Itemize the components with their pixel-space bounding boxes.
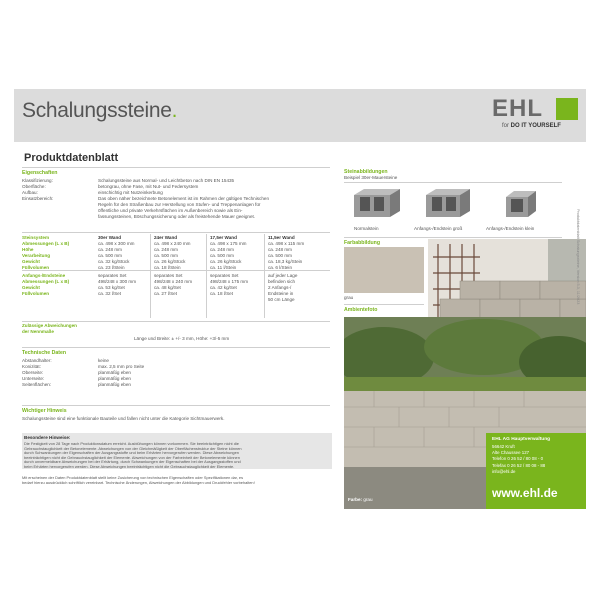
anfang-cell: 50 cm Länge xyxy=(268,297,295,302)
stein-cell: ca. 500 mm xyxy=(210,253,234,258)
divider xyxy=(22,270,330,271)
anfang-cell: 498/248 x 175 mm xyxy=(210,279,249,284)
logo-text: EHL xyxy=(492,95,543,122)
stein-label: Füllvolumen xyxy=(22,265,50,270)
anfangsstein-gross-block xyxy=(426,189,470,217)
stein-cell: ca. 11 l/Stein xyxy=(210,265,237,270)
stein-label: Gewicht xyxy=(22,259,40,264)
tech-value: planmäßig eben xyxy=(98,370,131,375)
besondere-line: beeinträchtigen nicht die Gebrauchstauglichkeit der Elemente. Abweichungen von der Farbeinheit der Betonelemente können xyxy=(24,454,240,460)
tech-value: max. 2,5 mm pro Seite xyxy=(98,364,145,369)
anfang-cell: 498/248 x 300 mm xyxy=(98,279,137,284)
anfang-cell: Endsteine in xyxy=(268,291,294,296)
stein-cell: ca. 248 mm xyxy=(210,247,234,252)
eig-value: betongrau, ohne Fase, mit Nut- und Federsystem xyxy=(98,184,199,189)
tech-label: Abstandhalter: xyxy=(22,358,52,363)
contact-line: Telefon 0 26 52 / 80 08 - 0 xyxy=(492,456,544,462)
slogan: for DO IT YOURSELF xyxy=(502,123,561,129)
stein-cell: ca. 498 x 300 mm xyxy=(98,241,135,246)
anfang-cell: auf jeder Lage xyxy=(268,273,298,278)
version-sidebar: Produktdatenblatt Schalungssteine, Version 5.3, 11/2023 xyxy=(576,209,580,305)
ambiente-heading: Ambientefoto xyxy=(344,307,378,313)
stein-cell: ca. 6 l/Stein xyxy=(268,265,293,270)
tech-label: Konizität: xyxy=(22,364,41,369)
footer-line: bedarf hierzu ausdrücklich schriftlich vereinbart. Technische Änderungen, Abweichungen der Abbildungen und Druckfehler vorbehalten! xyxy=(22,480,255,485)
stein-label: Höhe xyxy=(22,247,34,252)
stein-col-header: 30er Wand xyxy=(98,235,122,240)
stein-cell: ca. 500 mm xyxy=(268,253,292,258)
caption-anfangsstein-klein: Anfangs-/Endstein klein xyxy=(486,226,535,231)
tech-value: planmäßig eben xyxy=(98,382,131,387)
column-divider xyxy=(150,234,151,318)
stein-cell: ca. 26 kg/Stück xyxy=(210,259,242,264)
abweichungen-heading-2: der Nennmaße xyxy=(22,329,54,334)
anfang-label: Anfangs-/Endsteine xyxy=(22,273,66,278)
anfang-cell: ca. 53 kg/Set xyxy=(98,285,125,290)
anfang-cell: separates Set xyxy=(154,273,183,278)
eig-label: Einsatzbereich: xyxy=(22,196,54,201)
stein-cell: ca. 26 kg/Stück xyxy=(154,259,186,264)
besondere-line: durch unvermeidbare Abweichungen bei der Erhärtung, durch Schwankungen der Eigenschaften bei der Ausgangsstoffen und xyxy=(24,459,241,465)
anfang-cell: 2 Anfangs-/ xyxy=(268,285,292,290)
doc-title: Produktdatenblatt xyxy=(24,152,119,164)
besondere-line: durch Schwankungen der Eigenschaften der Ausgangsstoffe und beim Erhärten hervorgerufen werden. Diese Abweichungen xyxy=(24,450,239,456)
divider xyxy=(22,232,330,233)
anfang-label: Gewicht xyxy=(22,285,40,290)
ambiente-caption: Farbe: grau xyxy=(348,497,373,502)
stein-cell: ca. 248 mm xyxy=(268,247,292,252)
farbabbildung-heading: Farbabbildung xyxy=(344,240,381,246)
stein-col-header: 11,5er Wand xyxy=(268,235,295,240)
anfang-cell: 498/248 x 240 mm xyxy=(154,279,193,284)
stein-cell: ca. 23 l/Stein xyxy=(98,265,125,270)
contact-line: 56642 Kruft xyxy=(492,444,515,449)
website-link[interactable]: www.ehl.de xyxy=(492,486,558,500)
column-divider xyxy=(206,234,207,318)
divider xyxy=(22,321,330,322)
contact-line: Telefax 0 26 52 / 80 08 - 88 xyxy=(492,462,546,468)
steinabbildungen-heading: Steinabbildungen xyxy=(344,169,388,175)
divider xyxy=(22,405,330,406)
divider xyxy=(22,347,330,348)
caption-anfangsstein-gross: Anfangs-/Endstein groß xyxy=(414,226,463,231)
farbabbildung-caption: grau xyxy=(344,295,354,300)
anfang-cell: ca. 48 kg/Set xyxy=(154,285,181,290)
stein-cell: ca. 248 mm xyxy=(98,247,122,252)
column-divider xyxy=(264,234,265,318)
stein-label: Verarbeitung xyxy=(22,253,51,258)
anfang-cell: ca. 27 l/Set xyxy=(154,291,177,296)
eig-label: Klassifizierung: xyxy=(22,178,53,183)
datasheet-page xyxy=(14,89,586,509)
contact-line: info@ehl.de xyxy=(492,468,516,474)
tech-label: Oberseite: xyxy=(22,370,44,375)
besondere-line: Gebrauchstauglichkeit der Betonelemente. Abweichungen von der Gleichmäßigkeit der Oberflächenstruktur der Steine können xyxy=(24,445,242,451)
technik-heading: Technische Daten xyxy=(22,350,67,356)
stein-col-header: 17,5er Wand xyxy=(210,235,237,240)
normalstein-block xyxy=(354,189,400,217)
eig-value: fassungssteinen, Böschungssicherung oder als freistehende Mauer geeignet. xyxy=(98,214,256,219)
eig-value: Regeln für den Straßenbau zur Herstellung von Stufen- und Treppenanlagen für xyxy=(98,202,261,207)
abweichungen-value: Länge und Breite: ± +/- 3 mm, Höhe: +3/-5 mm xyxy=(134,336,230,341)
anfang-cell: ca. 18 l/Set xyxy=(210,291,233,296)
besondere-heading: Besondere Hinweise: xyxy=(24,435,71,440)
stein-cell: ca. 498 x 240 mm xyxy=(154,241,191,246)
color-swatch-grau xyxy=(344,247,424,293)
anfang-label: Abmessungen (L x B) xyxy=(22,279,70,284)
stein-cell: ca. 18 l/Stein xyxy=(154,265,181,270)
caption-normalstein: Normalstein xyxy=(354,226,379,231)
page-title: Schalungssteine. xyxy=(22,99,178,122)
tech-value: keine xyxy=(98,358,109,363)
tech-value: planmäßig eben xyxy=(98,376,131,381)
anfang-cell: ca. 32 l/Set xyxy=(98,291,121,296)
stein-cell: ca. 500 mm xyxy=(154,253,178,258)
stein-cell: ca. 248 mm xyxy=(154,247,178,252)
stein-cell: ca. 18,3 kg/Stein xyxy=(268,259,303,264)
contact-line: Alte Chaussee 127 xyxy=(492,450,530,456)
tech-label: Seitenflächen: xyxy=(22,382,52,387)
eigenschaften-heading: Eigenschaften xyxy=(22,170,58,176)
anfang-cell: separates Set xyxy=(210,273,239,278)
footer-line: Mit erscheinen der Daten Produktdatenblatt stellt keine Zusicherung von technischen Eigenschaften oder Spezifikationen dar, es xyxy=(22,475,244,480)
divider xyxy=(344,304,424,305)
stein-cell: ca. 498 x 175 mm xyxy=(210,241,247,246)
anfang-cell: ca. 42 kg/Set xyxy=(210,285,237,290)
logo-green-square xyxy=(556,98,578,120)
eig-label: Aufbau: xyxy=(22,190,38,195)
besondere-line: Die Festigkeit von 28 Tage nach Produktionsdatum erreicht. Ausblühungen können vorkommen. Sie beeinträchtigen nicht die xyxy=(24,441,239,446)
stein-label: Steinsystem xyxy=(22,235,50,240)
block-illustrations xyxy=(346,185,562,225)
tech-label: Unterseite: xyxy=(22,376,45,381)
anfang-cell: befinden sich xyxy=(268,279,296,284)
besondere-line: beim Erhärten hervorgerufen werden. Diese Abweichungen beeinträchtigen nicht die Gebrauchstauglichkeit der Elemente. xyxy=(24,464,235,469)
stein-cell: ca. 32 kg/Stück xyxy=(98,259,130,264)
divider xyxy=(344,237,562,238)
contact-name: EHL AG Hauptverwaltung xyxy=(492,437,551,442)
anfangsstein-klein-block xyxy=(506,191,536,217)
eig-value: einschichtig mit Nutzeinkerbung xyxy=(98,190,163,195)
divider xyxy=(22,167,330,168)
steinabbildungen-sub: Beispiel 30er-Mauersteine xyxy=(344,175,398,180)
wall-photo-top xyxy=(428,239,586,319)
eig-value: Das oben näher bezeichnete Betonelement ist im Rahmen der gültigen Technischen xyxy=(98,196,270,201)
anfang-cell: separates Set xyxy=(98,273,127,278)
anfang-label: Füllvolumen xyxy=(22,291,50,296)
stein-label: Abmessungen (L x B) xyxy=(22,241,70,246)
header-band xyxy=(14,89,586,142)
hinweis-text: Schalungssteine sind eine funktionale Bauteile und fallen nicht unter die Kategorie Sichtmauerwerk. xyxy=(22,416,225,421)
hinweis-heading: Wichtiger Hinweis xyxy=(22,408,67,414)
abweichungen-heading: Zulässige Abweichungen xyxy=(22,323,77,328)
stein-cell: ca. 498 x 115 mm xyxy=(268,241,305,246)
eig-value: Schalungssteine aus Normal- und Leichtbeton nach DIN EN 15435 xyxy=(98,178,235,183)
stein-cell: ca. 500 mm xyxy=(98,253,122,258)
divider xyxy=(344,182,562,183)
eig-label: Oberfläche: xyxy=(22,184,46,189)
stein-col-header: 24er Wand xyxy=(154,235,178,240)
eig-value: öffentliche und private Verkehrsflächen im Außenbereich sowie als Ein- xyxy=(98,208,243,213)
